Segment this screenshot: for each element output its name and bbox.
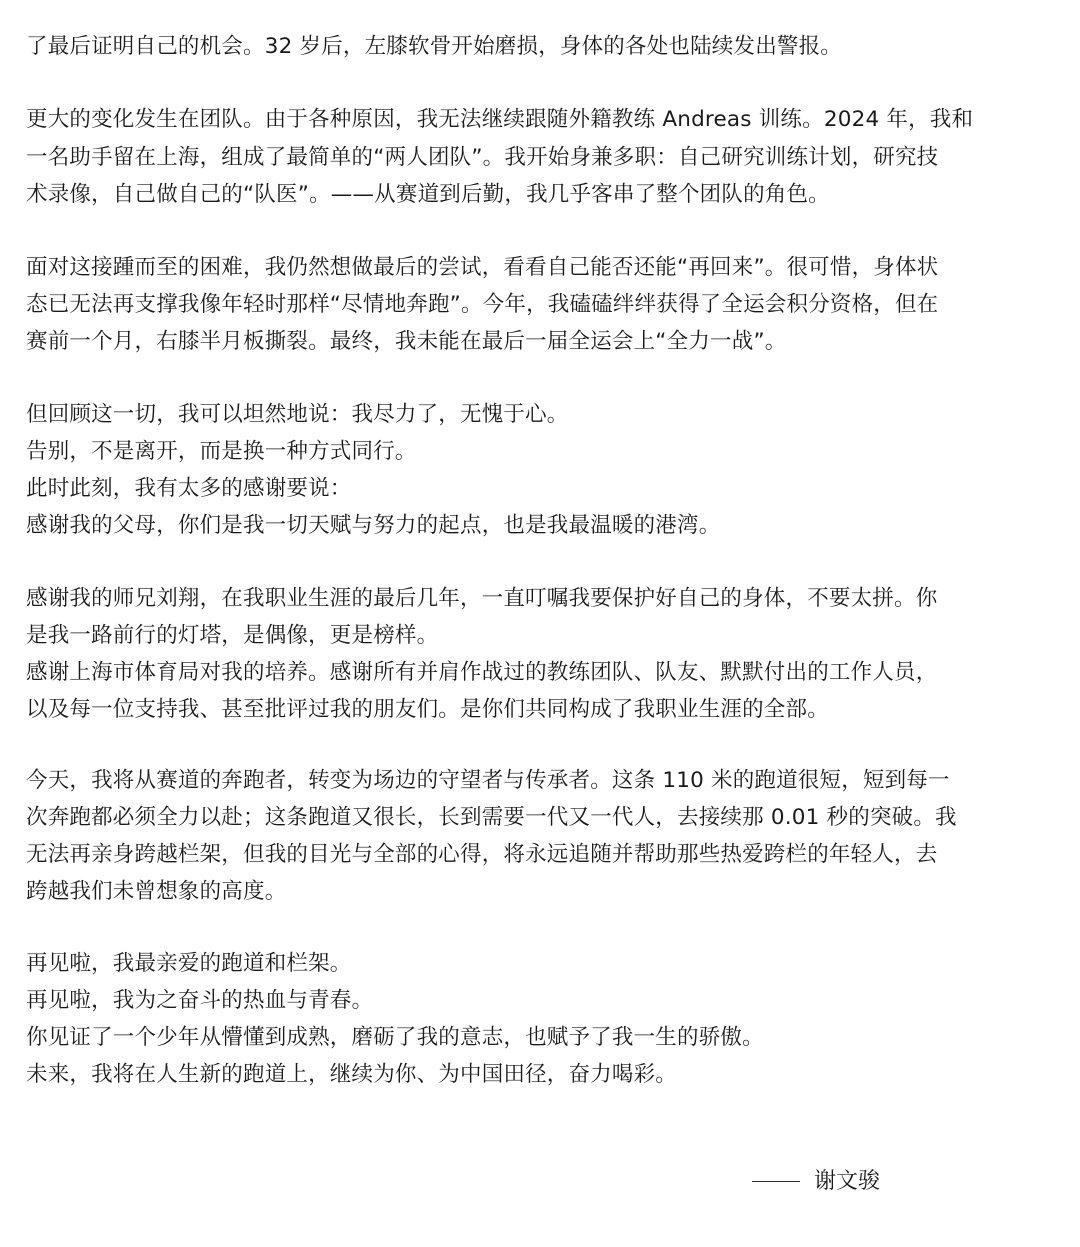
text-line: 再见啦，我最亲爱的跑道和栏架。 <box>26 951 352 976</box>
text-line: 未来，我将在人生新的跑道上，继续为你、为中国田径，奋力喝彩。 <box>26 1062 678 1087</box>
text-line: 术录像，自己做自己的“队医”。——从赛道到后勤，我几乎客串了整个团队的角色。 <box>26 182 830 207</box>
text-line: 感谢我的父母，你们是我一切天赋与努力的起点，也是我最温暖的港湾。 <box>26 513 721 538</box>
text-line: 是我一路前行的灯塔，是偶像，更是榜样。 <box>26 623 439 648</box>
signature-name: 谢文骏 <box>814 1169 881 1194</box>
text-line: 更大的变化发生在团队。由于各种原因，我无法继续跟随外籍教练 Andreas 训练。2024 年，我和 <box>26 107 974 132</box>
text-line: 无法再亲身跨越栏架，但我的目光与全部的心得，将永远追随并帮助那些热爱跨栏的年轻人，去 <box>26 842 938 867</box>
signature <box>752 1167 880 1197</box>
signature-dash <box>752 1181 800 1182</box>
text-line: 你见证了一个少年从懵懂到成熟，磨砺了我的意志，也赋予了我一生的骄傲。 <box>26 1025 764 1050</box>
text-line: 赛前一个月，右膝半月板撕裂。最终，我未能在最后一届全运会上“全力一战”。 <box>26 329 787 354</box>
text-line: 一名助手留在上海，组成了最简单的“两人团队”。我开始身兼多职：自己研究训练计划，研究技 <box>26 145 939 170</box>
text-line: 此时此刻，我有太多的感谢要说： <box>26 476 352 501</box>
text-line: 以及每一位支持我、甚至批评过我的朋友们。是你们共同构成了我职业生涯的全部。 <box>26 697 829 722</box>
text-line: 告别，不是离开，而是换一种方式同行。 <box>26 439 417 464</box>
text-line: 态已无法再支撑我像年轻时那样“尽情地奔跑”。今年，我磕磕绊绊获得了全运会积分资格，但在 <box>26 292 939 317</box>
text-line: 面对这接踵而至的困难，我仍然想做最后的尝试，看看自己能否还能“再回来”。很可惜，身体状 <box>26 255 939 280</box>
text-line: 次奔跑都必须全力以赴；这条跑道又很长，长到需要一代又一代人，去接续那 0.01 秒的突破。我 <box>26 805 957 830</box>
text-line: 今天，我将从赛道的奔跑者，转变为场边的守望者与传承者。这条 110 米的跑道很短，短到每一 <box>26 768 950 793</box>
text-line: 再见啦，我为之奋斗的热血与青春。 <box>26 988 374 1013</box>
text-line: 但回顾这一切，我可以坦然地说：我尽力了，无愧于心。 <box>26 402 569 427</box>
text-line: 跨越我们未曾想象的高度。 <box>26 879 287 904</box>
text-line: 感谢上海市体育局对我的培养。感谢所有并肩作战过的教练团队、队友、默默付出的工作人员， <box>26 660 938 685</box>
text-line: 感谢我的师兄刘翔，在我职业生涯的最后几年，一直叮嘱我要保护好自己的身体，不要太拼。你 <box>26 586 938 611</box>
text-line: 了最后证明自己的机会。32 岁后，左膝软骨开始磨损，身体的各处也陆续发出警报。 <box>26 34 842 59</box>
